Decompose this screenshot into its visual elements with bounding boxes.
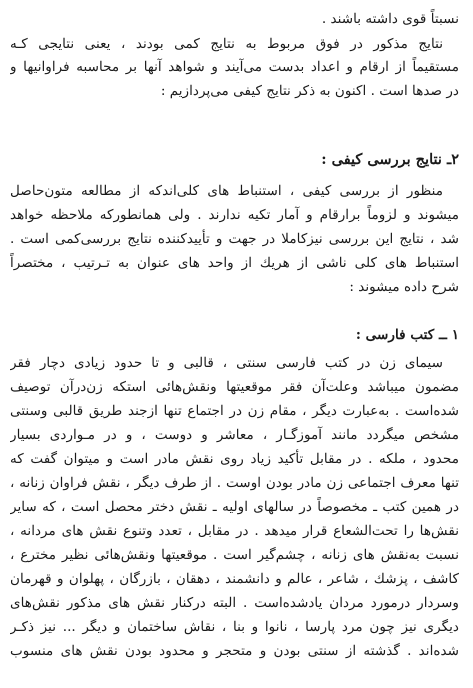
text-line: در همین کتب ـ مخصوصاً در سالهای اولیه ـ نقش دختر محصل است ، که سایر: [10, 499, 459, 515]
text-line: نسبتاً قوی داشته باشند .: [321, 11, 459, 27]
text-line: مضمون میباشد وعلت‌آن فقر موقعیتها ونقش‌هائی استکه زن‌درآن توصیف: [10, 379, 459, 395]
text-line: نسبت به‌نقش های زنانه ، چشم‌گیر است . موقعیتها ونقش‌هائی نظیر مخترع ،: [10, 547, 459, 563]
text-line: شد ، نتایج این بررسی نیزکاملا در جهت و تأییدکننده نتایج بررسی‌کمی است .: [10, 231, 459, 247]
subsection-heading: ۱ ــ کتب فارسی :: [355, 327, 459, 343]
text-line: محدود ، ملکه . در مقابل تأکید زیاد روی نقش مادر است و میتوان گفت که: [10, 451, 459, 467]
text-line: در صدها است . اکنون به ذکر نتایج کیفی می‌پردازیم :: [160, 83, 459, 99]
text-line: استنباط های کلی ناشی از هریك از واحد های عنوان به تـرتیب ، مختصراً: [10, 255, 459, 271]
text-line: مستقیماً از ارقام و اعداد بدست می‌آیند و شواهد آنها بر محاسبه فراوانیها و: [10, 59, 459, 75]
text-line: نتایج مذکور در فوق مربوط به نتایج کمی بودند ، یعنی نتایجی کـه: [10, 36, 443, 52]
text-line: منظور از بررسی کیفی ، استنباط های کلی‌اندکه از مطالعه متون‌حاصل: [10, 183, 443, 199]
text-line: مشخص میگردد مانند آموزگـار ، معاشر و دوست ، و در مـواردی بسیار: [10, 427, 459, 443]
text-line: نقش‌ها را تحت‌الشعاع قرار میدهد . در مقابل ، تعدد وتنوع نقش های مردانه ،: [10, 523, 459, 539]
text-line: شده‌است . به‌عبارت دیگر ، مقام زن در اجتماع تنها ازجند طریق قالبی وسنتی: [10, 403, 459, 419]
text-line: دیگری نیز چون مرد پارسا ، نانوا و بنا ، نقاش ساختمان و دیگر ... نیز ذکـر: [10, 619, 459, 635]
text-line: سیمای زن در کتب فارسی سنتی ، قالبی و تا حدود زیادی دچار فقر: [10, 355, 443, 371]
text-line: میشوند و لزوماً برارقام و آمار تکیه ندارند . ولی همانطورکه ملاحظه خواهد: [10, 207, 459, 223]
text-line: تنها معرف اجتماعی زن مادر بودن اوست . از طرف دیگر ، نقش فراوان زنانه ،: [10, 475, 459, 491]
text-line: کاشف ، پزشك ، شاعر ، عالم و دانشمند ، دهقان ، بازرگان ، پهلوان و قهرمان: [10, 571, 459, 587]
text-line: شده‌اند . گذشته از سنتی بودن و متحجر و محدود بودن نقش های منسوب: [10, 643, 459, 659]
section-heading: ۲ـ نتایج بررسی کیفی :: [321, 151, 459, 168]
text-line: وسردار درمورد مردان یادشده‌است . البته درکنار نقش های مذکور نقش‌های: [10, 595, 459, 611]
text-line: شرح داده میشوند :: [349, 279, 459, 295]
